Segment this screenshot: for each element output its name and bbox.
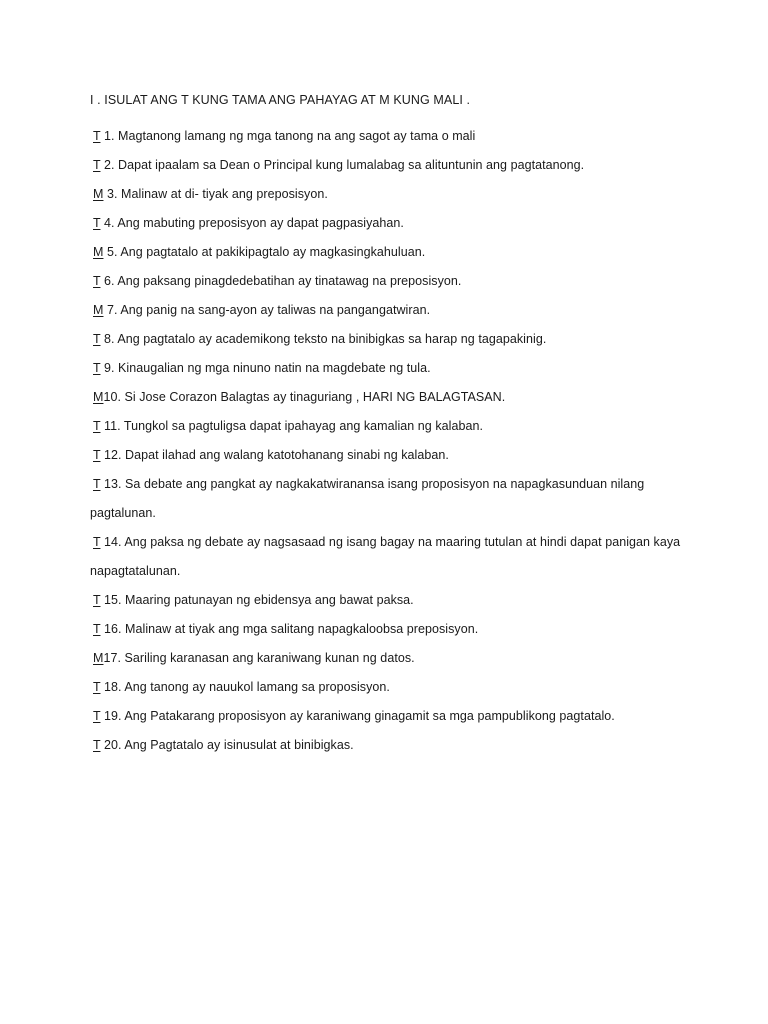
item-text: 5. Ang pagtatalo at pakikipagtalo ay magkasingkahuluan. (103, 245, 426, 259)
item-text: 2. Dapat ipaalam sa Dean o Principal kung lumalabag sa alituntunin ang pagtatanong. (100, 158, 585, 172)
item-text: 8. Ang pagtatalo ay academikong teksto na binibigkas sa harap ng tagapakinig. (100, 332, 547, 346)
answer-mark: T (93, 738, 101, 752)
answer-mark: T (93, 158, 101, 172)
item-text: 9. Kinaugalian ng mga ninuno natin na magdebate ng tula. (100, 361, 431, 375)
answer-mark: T (93, 332, 101, 346)
list-item (90, 296, 710, 325)
answer-mark: T (93, 448, 101, 462)
list-item (90, 325, 710, 354)
answer-mark: T (93, 129, 101, 143)
list-item (90, 238, 710, 267)
answer-mark: M (93, 187, 104, 201)
list-item (90, 354, 710, 383)
answer-mark: T (93, 709, 101, 723)
item-text: 17. Sariling karanasan ang karaniwang kunan ng datos. (103, 651, 415, 665)
item-text: 10. Si Jose Corazon Balagtas ay tinaguriang , HARI NG BALAGTASAN. (103, 390, 506, 404)
list-item (90, 615, 710, 644)
list-item (90, 644, 710, 673)
item-text: 3. Malinaw at di- tiyak ang preposisyon. (103, 187, 328, 201)
answer-mark: M (93, 245, 104, 259)
answer-mark: T (93, 622, 101, 636)
answer-mark: T (93, 274, 101, 288)
answer-mark: M (93, 651, 104, 665)
list-item (90, 267, 710, 296)
answer-mark: T (93, 680, 101, 694)
question-list (90, 122, 710, 760)
list-item (90, 731, 710, 760)
list-item (90, 180, 710, 209)
item-text: 18. Ang tanong ay nauukol lamang sa proposisyon. (100, 680, 390, 694)
list-item (90, 528, 710, 586)
answer-mark: M (93, 390, 104, 404)
item-text: 19. Ang Patakarang proposisyon ay karaniwang ginagamit sa mga pampublikong pagtatalo. (100, 709, 615, 723)
answer-mark: T (93, 216, 101, 230)
answer-mark: T (93, 535, 101, 549)
item-text: 4. Ang mabuting preposisyon ay dapat pagpasiyahan. (100, 216, 404, 230)
item-text: 16. Malinaw at tiyak ang mga salitang napagkaloobsa preposisyon. (100, 622, 479, 636)
answer-mark: T (93, 477, 101, 491)
list-item (90, 586, 710, 615)
item-text: 14. Ang paksa ng debate ay nagsasaad ng isang bagay na maaring tutulan at hindi dapat panigan kaya napagtatalunan. (90, 535, 681, 578)
list-item (90, 673, 710, 702)
answer-mark: M (93, 303, 104, 317)
item-text: 7. Ang panig na sang-ayon ay taliwas na pangangatwiran. (103, 303, 431, 317)
item-text: 12. Dapat ilahad ang walang katotohanang sinabi ng kalaban. (100, 448, 449, 462)
item-text: 11. Tungkol sa pagtuligsa dapat ipahayag ang kamalian ng kalaban. (100, 419, 483, 433)
answer-mark: T (93, 419, 101, 433)
list-item (90, 209, 710, 238)
item-text: 15. Maaring patunayan ng ebidensya ang bawat paksa. (100, 593, 414, 607)
item-text: 13. Sa debate ang pangkat ay nagkakatwiranansa isang proposisyon na napagkasunduan nilang pagtalunan. (90, 477, 645, 520)
list-item (90, 470, 710, 528)
page-title: I . ISULAT ANG T KUNG TAMA ANG PAHAYAG AT M KUNG MALI . (90, 93, 471, 107)
item-text: 6. Ang paksang pinagdedebatihan ay tinatawag na preposisyon. (100, 274, 462, 288)
list-item (90, 702, 710, 731)
item-text: 1. Magtanong lamang ng mga tanong na ang sagot ay tama o mali (100, 129, 476, 143)
item-text: 20. Ang Pagtatalo ay isinusulat at binibigkas. (100, 738, 354, 752)
answer-mark: T (93, 361, 101, 375)
list-item (90, 441, 710, 470)
list-item (90, 122, 710, 151)
list-item (90, 383, 710, 412)
list-item (90, 151, 710, 180)
answer-mark: T (93, 593, 101, 607)
list-item (90, 412, 710, 441)
